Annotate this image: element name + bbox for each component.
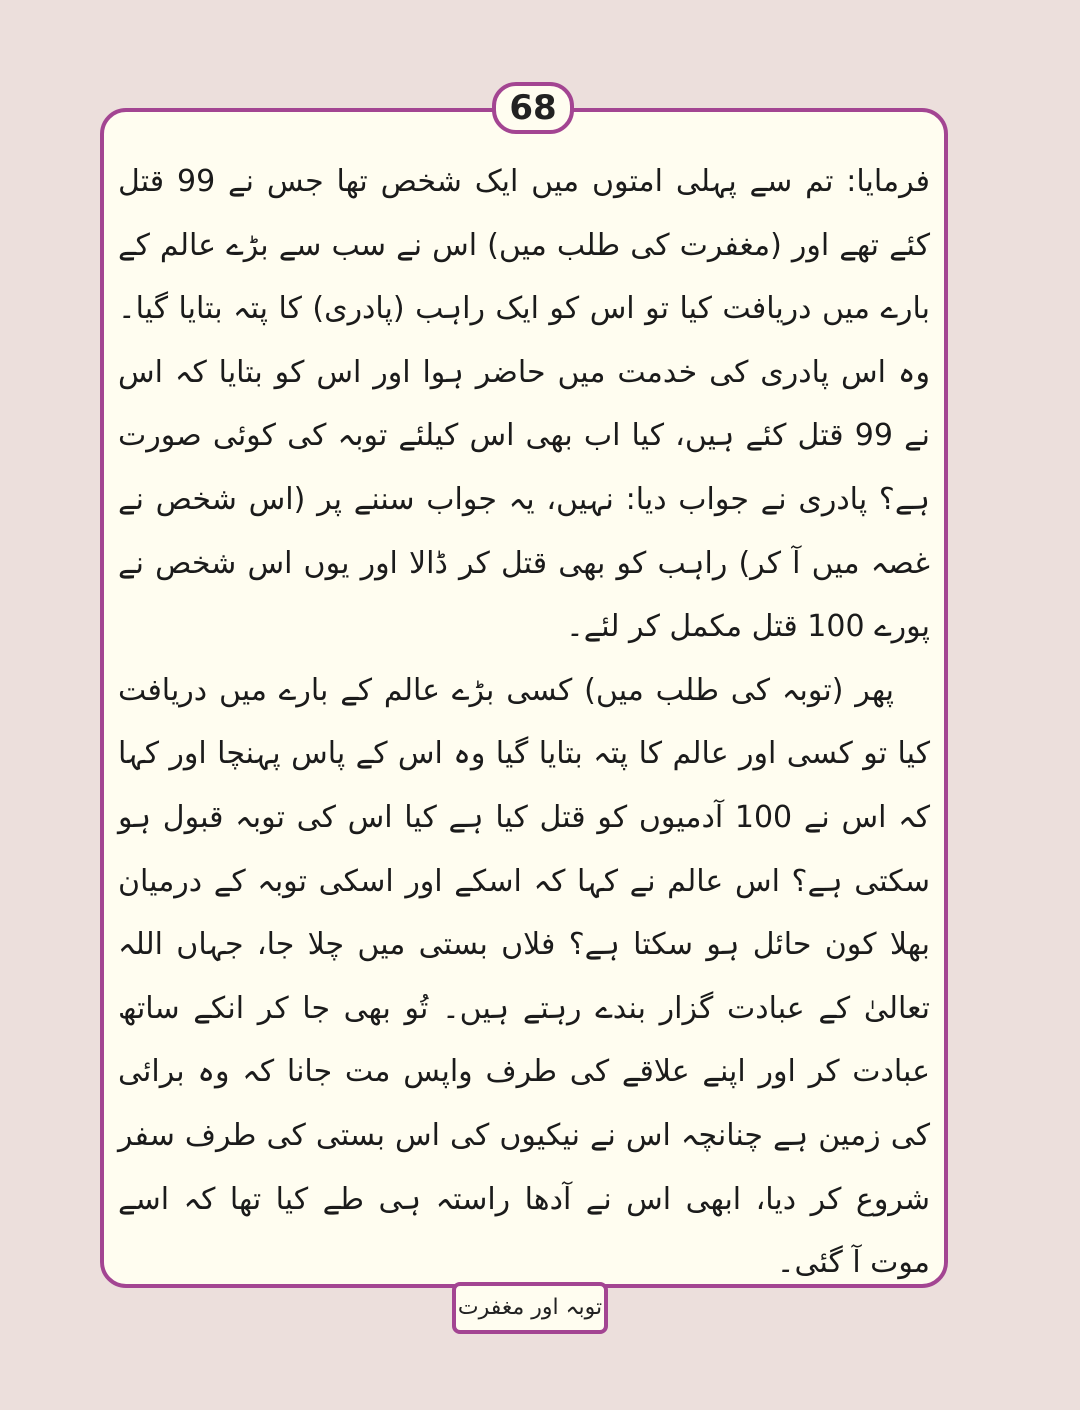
paragraph-2: پھر (توبہ کی طلب میں) کسی بڑے عالم کے بارے میں دریافت کیا تو کسی اور عالم کا پتہ بتایا گیا وہ اس کے پاس پہنچا اور کہا کہ اس نے 100 آدمیوں کو قتل کیا ہے کیا اس کی توبہ قبول ہو سکتی ہے؟ اس عالم نے کہا کہ اسکے اور اسکی توبہ کے درمیان بھلا کون حائل ہو سکتا ہے؟ فلاں بستی میں چلا جا، جہاں اللہ تعالیٰ کے عبادت گزار بندے رہتے ہیں۔ تُو بھی جا کر انکے ساتھ عبادت کر اور اپنے علاقے کی طرف واپس مت جانا کہ وہ برائی کی زمین ہے چنانچہ اس نے نیکیوں کی اس بستی کی طرف سفر شروع کر دیا، ابھی اس نے آدھا راستہ ہی طے کیا تھا کہ اسے موت آ گئی۔ bbox=[118, 672, 930, 1281]
footer-book-title: توبہ اور مغفرت bbox=[452, 1282, 608, 1334]
body-text bbox=[118, 150, 930, 1295]
paragraph-1: فرمایا: تم سے پہلی امتوں میں ایک شخص تھا جس نے 99 قتل کئے تھے اور (مغفرت کی طلب میں) اس نے سب سے بڑے عالم کے بارے میں دریافت کیا تو اس کو ایک راہب (پادری) کا پتہ بتایا گیا۔ وہ اس پادری کی خدمت میں حاضر ہوا اور اس کو بتایا کہ اس نے 99 قتل کئے ہیں، کیا اب بھی اس کیلئے توبہ کی کوئی صورت ہے؟ پادری نے جواب دیا: نہیں، یہ جواب سننے پر (اس شخص نے غصہ میں آ کر) راہب کو بھی قتل کر ڈالا اور یوں اس شخص نے پورے 100 قتل مکمل کر لئے۔ bbox=[118, 164, 930, 645]
page-number: 68 bbox=[492, 82, 574, 134]
